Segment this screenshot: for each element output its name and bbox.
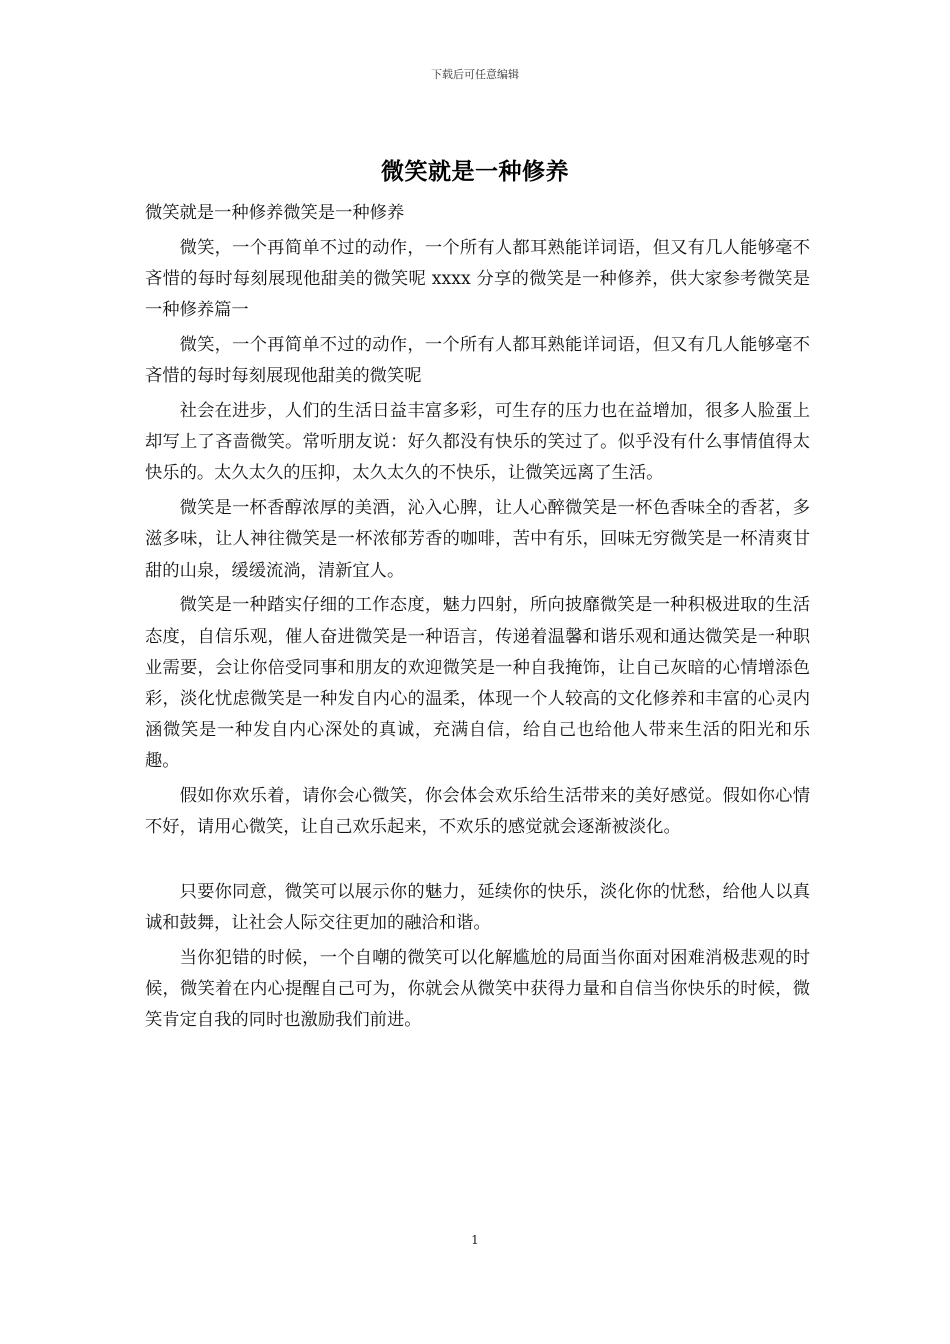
paragraph: 当你犯错的时候，一个自嘲的微笑可以化解尴尬的局面当你面对困难消极悲观的时候，微笑着在内心提醒自己可为，你就会从微笑中获得力量和自信当你快乐的时候，微笑肯定自我的同时也激励我们前进。 — [145, 947, 810, 1031]
document-subtitle: 微笑就是一种修养微笑是一种修养 — [145, 203, 405, 223]
document-title: 微笑就是一种修养 — [381, 158, 569, 185]
paragraph: 微笑，一个再简单不过的动作，一个所有人都耳熟能详词语，但又有几人能够毫不吝惜的每时每刻展现他甜美的微笑呢 xxxx 分享的微笑是一种修养，供大家参考微笑是一种修养篇一 — [145, 237, 810, 321]
paragraph: 社会在进步，人们的生活日益丰富多彩，可生存的压力也在益增加，很多人脸蛋上却写上了吝啬微笑。常听朋友说：好久都没有快乐的笑过了。似乎没有什么事情值得太快乐的。太久太久的压抑，太久太久的不快乐，让微笑远离了生活。 — [145, 401, 810, 484]
paragraph: 只要你同意，微笑可以展示你的魅力，延续你的快乐，淡化你的忧愁，给他人以真诚和鼓舞，让社会人际交往更加的融洽和谐。 — [145, 881, 810, 933]
header-note: 下载后可任意编辑 — [431, 68, 519, 81]
document-body — [145, 198, 810, 1040]
paragraph: 假如你欢乐着，请你会心微笑，你会体会欢乐给生活带来的美好感觉。假如你心情不好，请用心微笑，让自己欢乐起来，不欢乐的感觉就会逐渐被淡化。 — [145, 786, 810, 838]
paragraph: 微笑，一个再简单不过的动作，一个所有人都耳熟能详词语，但又有几人能够毫不吝惜的每时每刻展现他甜美的微笑呢 — [145, 335, 810, 387]
paragraph: 微笑是一种踏实仔细的工作态度，魅力四射，所向披靡微笑是一种积极进取的生活态度，自信乐观，催人奋进微笑是一种语言，传递着温馨和谐乐观和通达微笑是一种职业需要，会让你倍受同事和朋友的欢迎微笑是一种自我掩饰，让自己灰暗的心情增添色彩，淡化忧虑微笑是一种发自内心的温柔，体现一个人较高的文化修养和丰富的心灵内涵微笑是一种发自内心深处的真诚，充满自信，给自己也给他人带来生活的阳光和乐趣。 — [145, 595, 810, 772]
paragraph: 微笑是一杯香醇浓厚的美酒，沁入心脾，让人心醉微笑是一杯色香味全的香茗，多滋多味，让人神往微笑是一杯浓郁芳香的咖啡，苦中有乐，回味无穷微笑是一杯清爽甘甜的山泉，缓缓流淌，清新宜人。 — [145, 498, 810, 581]
page-number: 1 — [471, 1233, 479, 1247]
